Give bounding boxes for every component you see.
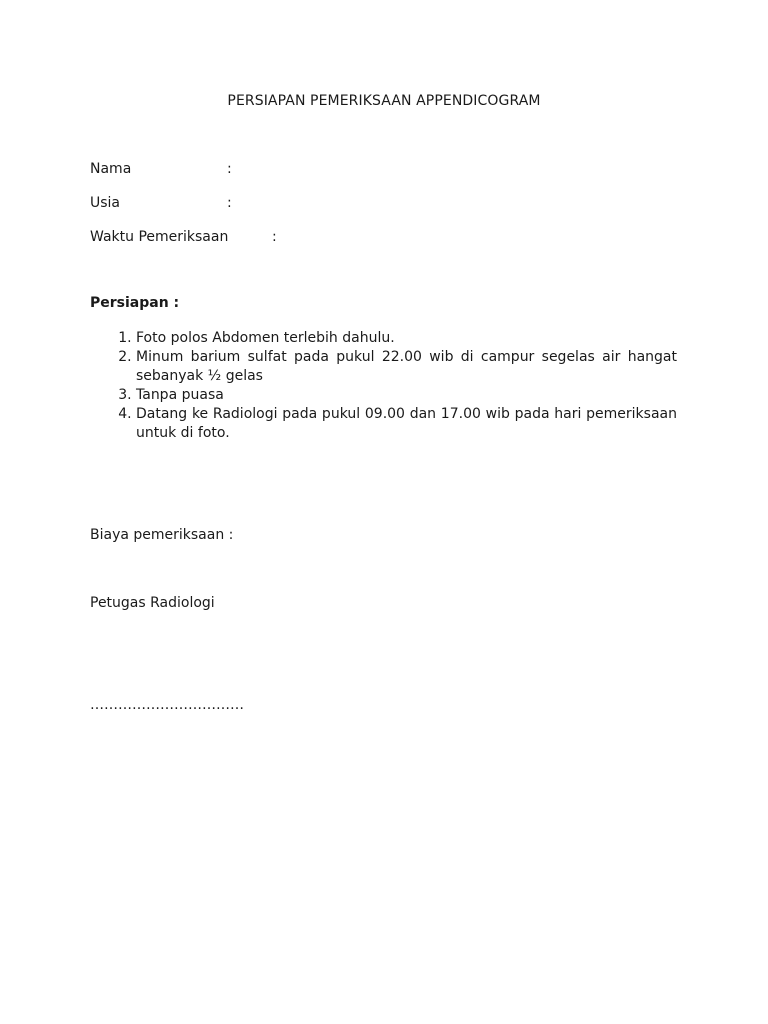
field-usia-label: Usia: [90, 195, 121, 211]
field-nama-label: Nama: [90, 161, 132, 177]
list-item: 4. Datang ke Radiologi pada pukul 09.00 dan 17.00 wib pada hari pemeriksaan untuk di foto.: [136, 405, 677, 443]
list-item: 1. Foto polos Abdomen terlebih dahulu.: [136, 329, 677, 348]
list-item: 2. Minum barium sulfat pada pukul 22.00 wib di campur segelas air hangat sebanyak ½ gelas: [136, 348, 677, 386]
officer-label: Petugas Radiologi: [90, 595, 215, 611]
signature-line: ……………………………: [90, 697, 244, 713]
preparation-list: [90, 329, 677, 443]
field-waktu-colon: :: [272, 229, 277, 245]
section-heading-persiapan: Persiapan :: [90, 295, 180, 311]
cost-label: Biaya pemeriksaan :: [90, 527, 234, 543]
field-usia-colon: :: [227, 195, 232, 211]
field-nama-colon: :: [227, 161, 232, 177]
field-waktu-label: Waktu Pemeriksaan: [90, 229, 229, 245]
list-item: 3. Tanpa puasa: [136, 386, 677, 405]
document-title: PERSIAPAN PEMERIKSAAN APPENDICOGRAM: [227, 93, 541, 109]
